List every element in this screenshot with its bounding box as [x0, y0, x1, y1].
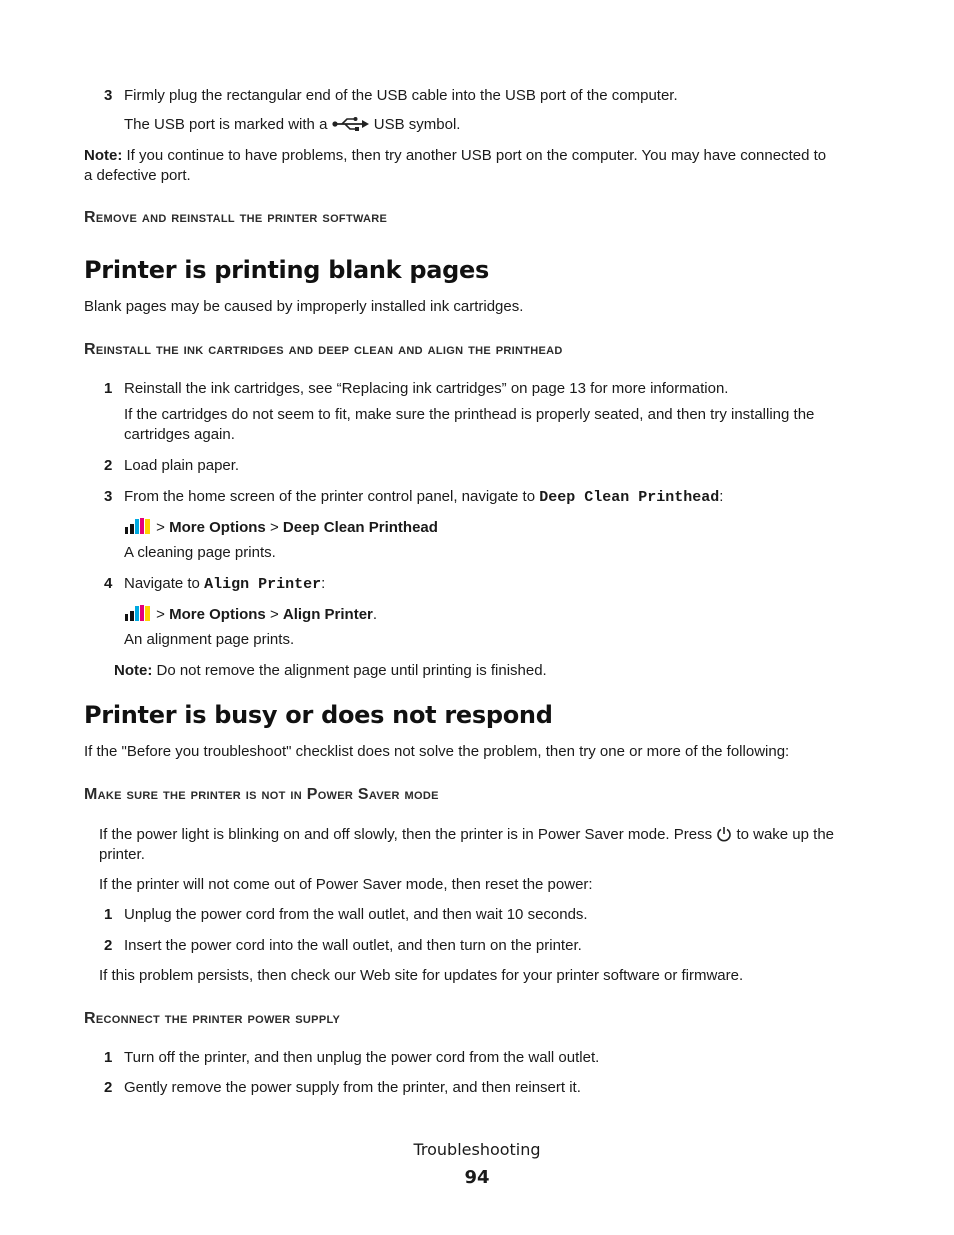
power-saver-paragraph — [99, 825, 834, 848]
step-text: Firmly plug the rectangular end of the USB cable into the USB port of the computer. — [124, 87, 678, 104]
note-alignment — [114, 661, 547, 681]
section-intro: If the "Before you troubleshoot" checklist does not solve the problem, then try one or more of the following: — [84, 743, 790, 760]
path-separator: > — [156, 519, 165, 536]
heading-power-saver: Make sure the printer is not in Power Saver mode — [84, 786, 439, 803]
step-number: 3 — [104, 87, 113, 104]
note-label: Note: — [84, 147, 123, 164]
heading-remove-reinstall: Remove and reinstall the printer software — [84, 209, 388, 226]
path-more-options: More Options — [169, 606, 266, 623]
section-title-blank-pages: Printer is printing blank pages — [84, 256, 490, 284]
step-text-line — [124, 574, 325, 595]
step-number: 1 — [104, 1049, 113, 1066]
usb-line-before: The USB port is marked with a — [124, 116, 328, 133]
step-result: An alignment page prints. — [124, 631, 295, 648]
path-more-options: More Options — [169, 519, 266, 536]
step-number: 2 — [104, 457, 113, 474]
step-subtext: If the cartridges do not seem to fit, make sure the printhead is properly seated, and then try installing the — [124, 406, 815, 423]
section-title-busy: Printer is busy or does not respond — [84, 701, 553, 729]
step-text: Load plain paper. — [124, 457, 240, 474]
menu-path — [124, 604, 377, 628]
step-text: Gently remove the power supply from the printer, and then reinsert it. — [124, 1079, 581, 1096]
heading-reinstall-cartridges: Reinstall the ink cartridges and deep clean and align the printhead — [84, 341, 563, 358]
note-text-cont: a defective port. — [84, 167, 191, 184]
step-text: From the home screen of the printer control panel, navigate to — [124, 488, 536, 505]
note-text: Do not remove the alignment page until printing is finished. — [156, 662, 547, 679]
colon: : — [321, 575, 326, 592]
period: . — [372, 606, 378, 623]
menu-code: Align Printer — [204, 576, 322, 593]
usb-icon — [332, 116, 370, 138]
step-text: Navigate to — [124, 575, 200, 592]
menu-path — [124, 517, 438, 541]
page-number: 94 — [464, 1167, 490, 1188]
step-number: 2 — [104, 937, 113, 954]
paragraph-text: to wake up the — [736, 826, 835, 843]
step-number: 4 — [104, 575, 113, 592]
usb-port-line — [124, 115, 460, 138]
path-separator: > — [269, 606, 279, 623]
footer-section: Troubleshooting — [413, 1140, 541, 1159]
paragraph-text: printer. — [99, 846, 145, 863]
step-text: Turn off the printer, and then unplug the power cord from the wall outlet. — [124, 1049, 600, 1066]
step-text: Unplug the power cord from the wall outlet, and then wait 10 seconds. — [124, 906, 588, 923]
note-text: If you continue to have problems, then try another USB port on the computer. You may have connected to — [126, 147, 827, 164]
step-number: 1 — [104, 906, 113, 923]
path-separator: > — [156, 606, 165, 623]
paragraph-text: If the printer will not come out of Power Saver mode, then reset the power: — [99, 876, 593, 893]
step-subtext: cartridges again. — [124, 426, 235, 443]
paragraph-text: If this problem persists, then check our Web site for updates for your printer software or firmware. — [99, 967, 744, 984]
menu-code: Deep Clean Printhead — [539, 489, 720, 506]
step-text-line — [124, 487, 723, 508]
path-separator: > — [269, 519, 279, 536]
usb-line-after: USB symbol. — [373, 116, 461, 133]
home-icon — [124, 604, 152, 628]
step-number: 3 — [104, 488, 113, 505]
heading-reconnect: Reconnect the printer power supply — [84, 1010, 341, 1027]
power-icon — [716, 826, 732, 848]
note-usb — [84, 146, 864, 166]
step-text: Insert the power cord into the wall outlet, and then turn on the printer. — [124, 937, 582, 954]
note-label: Note: — [114, 662, 153, 679]
paragraph-text: If the power light is blinking on and off slowly, then the printer is in Power Saver mode. Press — [99, 826, 713, 843]
step-number: 2 — [104, 1079, 113, 1096]
step-text: Reinstall the ink cartridges, see “Replacing ink cartridges” on page 13 for more information. — [124, 380, 729, 397]
step-number: 1 — [104, 380, 113, 397]
step-result: A cleaning page prints. — [124, 544, 276, 561]
path-deep-clean: Deep Clean Printhead — [282, 519, 438, 536]
section-intro: Blank pages may be caused by improperly installed ink cartridges. — [84, 298, 524, 315]
path-align-printer: Align Printer — [282, 606, 373, 623]
home-icon — [124, 517, 152, 541]
colon: : — [719, 488, 724, 505]
